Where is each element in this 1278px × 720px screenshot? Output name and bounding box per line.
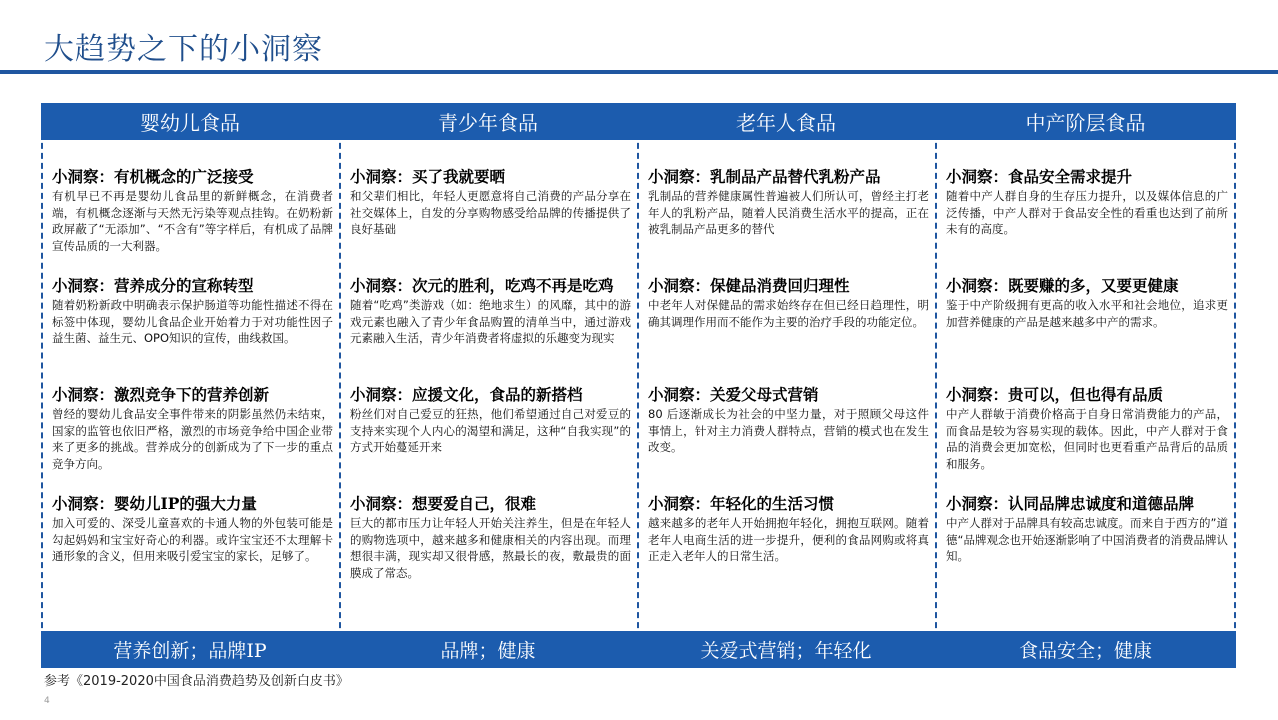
- column-middle-class-food: [935, 103, 1236, 668]
- insight-list: [648, 167, 929, 603]
- insight-text: 中老年人对保健品的需求始终存在但已经日趋理性，明确其调理作用而不能作为主要的治疗手段的功能定位。: [648, 298, 929, 329]
- insight-title: 小洞察：关爱父母式营销: [648, 385, 819, 404]
- insight-title: 小洞察：想要爱自己，很难: [350, 494, 537, 513]
- column-footer: 营养创新；品牌IP: [41, 631, 339, 668]
- insight-item: [350, 385, 631, 494]
- insight-item: [52, 385, 333, 494]
- insight-text: 中产人群对于品牌具有较高忠诚度。而来自于西方的”道德“品牌观念也开始逐渐影响了中国消费者的消费品牌认知。: [946, 516, 1228, 563]
- column-elderly-food: [637, 103, 935, 668]
- insight-item: [350, 276, 631, 385]
- insight-item: [648, 494, 929, 603]
- insight-title: 小洞察：食品安全需求提升: [946, 167, 1133, 186]
- column-footer: 食品安全；健康: [935, 631, 1236, 668]
- insight-title: 小洞察：买了我就要晒: [350, 167, 506, 186]
- insight-grid: [41, 103, 1238, 668]
- insight-title: 小洞察：应援文化，食品的新搭档: [350, 385, 583, 404]
- slide-title: 大趋势之下的小洞察: [44, 32, 323, 67]
- insight-text: 曾经的婴幼儿食品安全事件带来的阴影虽然仍未结束，国家的监管也依旧严格，激烈的市场竞争给中国企业带来了更多的挑战。营养成分的创新成为了下一步的重点竞争方向。: [52, 407, 333, 471]
- insight-title: 小洞察：营养成分的宣称转型: [52, 276, 254, 295]
- insight-item: [946, 167, 1228, 276]
- insight-item: [946, 276, 1228, 385]
- insight-title: 小洞察：年轻化的生活习惯: [648, 494, 835, 513]
- insight-item: [946, 494, 1228, 603]
- column-infant-food: [41, 103, 339, 668]
- insight-item: [648, 276, 929, 385]
- insight-item: [52, 494, 333, 603]
- insight-text: 和父辈们相比，年轻人更愿意将自己消费的产品分享在社交媒体上，自发的分享购物感受给品牌的传播提供了良好基础: [350, 189, 631, 236]
- insight-title: 小洞察：贵可以，但也得有品质: [946, 385, 1164, 404]
- insight-text: 中产人群敏于消费价格高于自身日常消费能力的产品，而食品是较为容易实现的载体。因此，中产人群对于食品的消费会更加宽松，但同时也更看重产品背后的品质和服务。: [946, 407, 1228, 471]
- insight-text: 巨大的都市压力让年轻人开始关注养生，但是在年轻人的购物选项中，越来越多和健康相关的内容出现。而理想很丰满，现实却又很骨感，熬最长的夜，敷最贵的面膜成了常态。: [350, 516, 631, 580]
- column-teen-food: [339, 103, 637, 668]
- insight-title: 小洞察：婴幼儿IP的强大力量: [52, 494, 257, 513]
- insight-list: [52, 167, 333, 603]
- insight-item: [52, 167, 333, 276]
- column-footer: 关爱式营销；年轻化: [637, 631, 935, 668]
- page-number: 4: [44, 696, 50, 706]
- insight-text: 粉丝们对自己爱豆的狂热，他们希望通过自己对爱豆的支持来实现个人内心的渴望和满足，这种“自我实现”的方式开始蔓延开来: [350, 407, 631, 454]
- column-header: 青少年食品: [339, 103, 637, 140]
- insight-list: [946, 167, 1228, 603]
- insight-text: 随着中产人群自身的生存压力提升，以及媒体信息的广泛传播，中产人群对于食品安全性的看重也达到了前所未有的高度。: [946, 189, 1228, 236]
- column-header: 老年人食品: [637, 103, 935, 140]
- insight-item: [350, 167, 631, 276]
- insight-text: 越来越多的老年人开始拥抱年轻化，拥抱互联网。随着老年人电商生活的进一步提升，便利的食品网购或将真正走入老年人的日常生活。: [648, 516, 929, 563]
- insight-title: 小洞察：保健品消费回归理性: [648, 276, 850, 295]
- column-header: 中产阶层食品: [935, 103, 1236, 140]
- insight-text: 有机早已不再是婴幼儿食品里的新鲜概念，在消费者端，有机概念逐渐与天然无污染等观点挂钩。在奶粉新政屏蔽了“无添加”、“不含有”等字样后，有机成了品牌宣传品质的一大利器。: [52, 189, 333, 253]
- insight-list: [350, 167, 631, 603]
- insight-text: 随着奶粉新政中明确表示保护肠道等功能性描述不得在标签中体现，婴幼儿食品企业开始着力于对功能性因子益生菌、益生元、OPO知识的宣传，曲线救国。: [52, 298, 333, 345]
- insight-title: 小洞察：有机概念的广泛接受: [52, 167, 254, 186]
- insight-text: 随着“吃鸡”类游戏（如：绝地求生）的风靡，其中的游戏元素也融入了青少年食品购置的清单当中，通过游戏元素融入生活，青少年消费者将虚拟的乐趣变为现实: [350, 298, 631, 345]
- title-divider: [0, 70, 1278, 74]
- insight-item: [946, 385, 1228, 494]
- insight-title: 小洞察：既要赚的多，又要更健康: [946, 276, 1179, 295]
- insight-title: 小洞察：乳制品产品替代乳粉产品: [648, 167, 881, 186]
- insight-title: 小洞察：认同品牌忠诚度和道德品牌: [946, 494, 1195, 513]
- insight-text: 鉴于中产阶级拥有更高的收入水平和社会地位，追求更加营养健康的产品是越来越多中产的需求。: [946, 298, 1228, 329]
- insight-title: 小洞察：激烈竞争下的营养创新: [52, 385, 270, 404]
- insight-title: 小洞察：次元的胜利，吃鸡不再是吃鸡: [350, 276, 614, 295]
- source-citation: 参考《2019-2020中国食品消费趋势及创新白皮书》: [44, 674, 349, 689]
- insight-item: [52, 276, 333, 385]
- insight-text: 80 后逐渐成长为社会的中坚力量，对于照顾父母这件事情上，针对主力消费人群特点，营销的模式也在发生改变。: [648, 407, 929, 454]
- insight-item: [350, 494, 631, 603]
- insight-text: 乳制品的营养健康属性普遍被人们所认可，曾经主打老年人的乳粉产品，随着人民消费生活水平的提高，正在被乳制品产品更多的替代: [648, 189, 929, 236]
- column-header: 婴幼儿食品: [41, 103, 339, 140]
- column-footer: 品牌；健康: [339, 631, 637, 668]
- insight-text: 加入可爱的、深受儿童喜欢的卡通人物的外包装可能是勾起妈妈和宝宝好奇心的利器。或许宝宝还不太理解卡通形象的含义，但用来吸引爱宝宝的家长，足够了。: [52, 516, 333, 563]
- insight-item: [648, 167, 929, 276]
- insight-item: [648, 385, 929, 494]
